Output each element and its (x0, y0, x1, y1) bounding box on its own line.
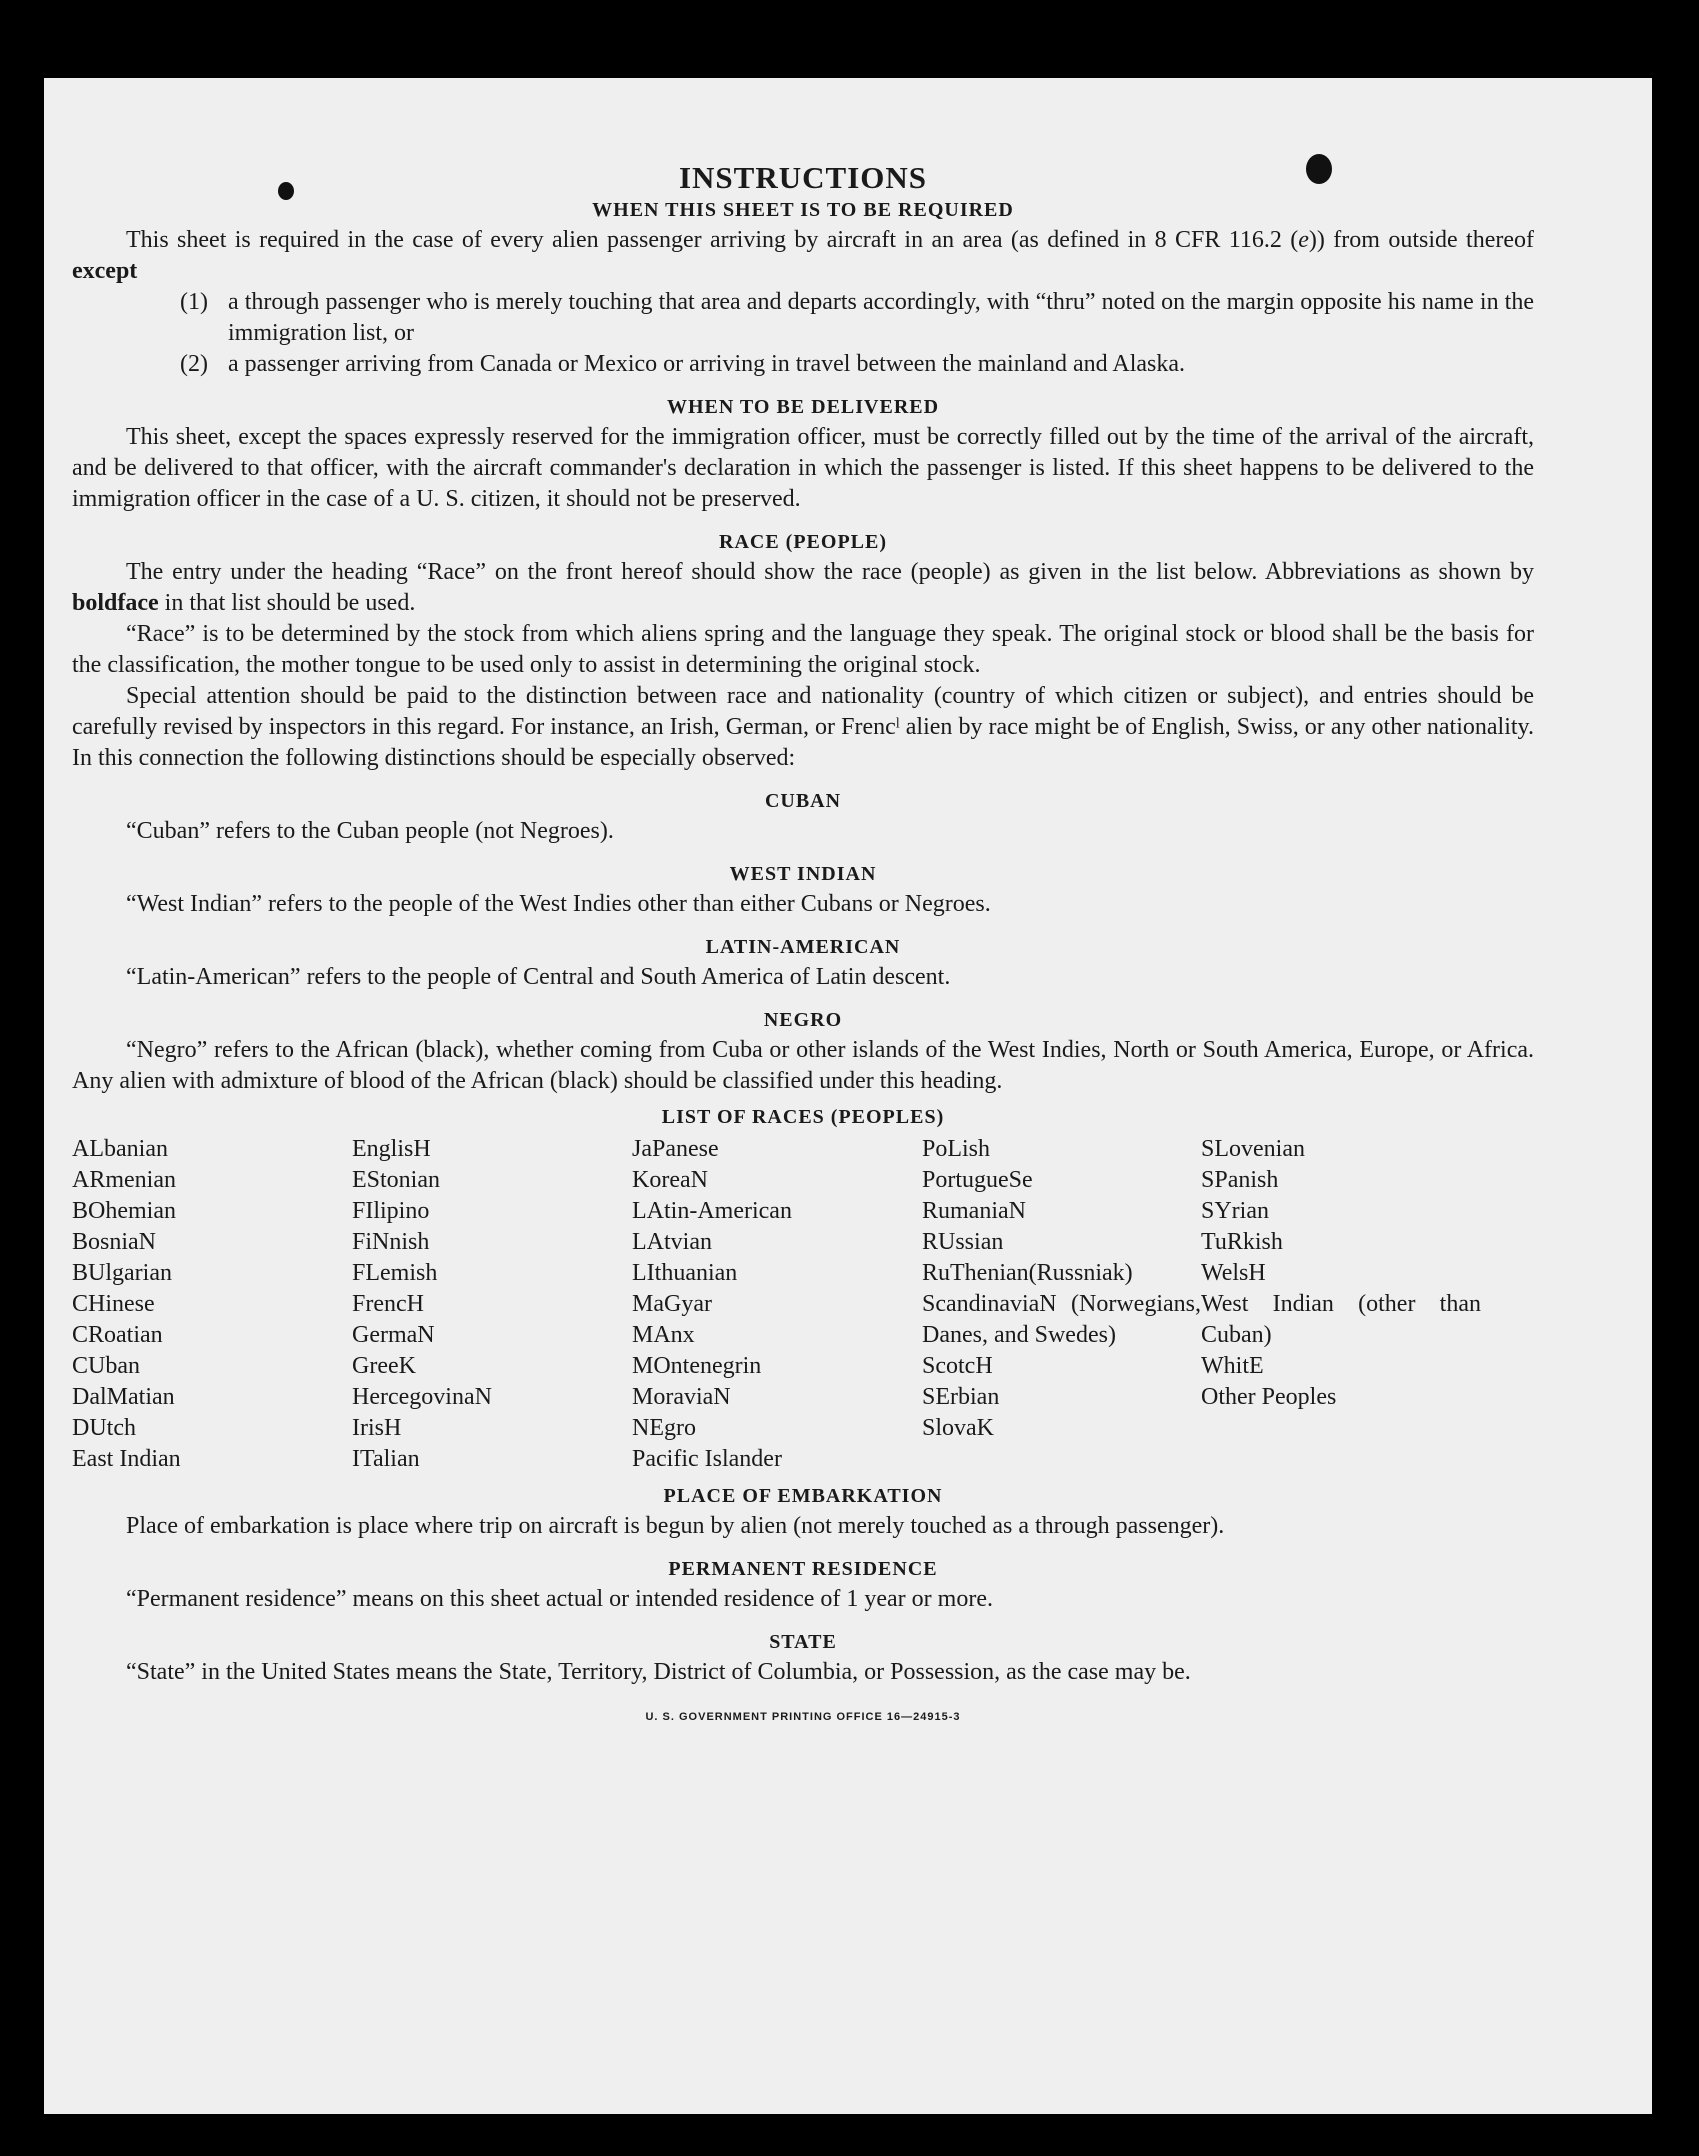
race-entry: CRoatian (72, 1322, 163, 1348)
heading-list-of-races: LIST OF RACES (PEOPLES) (661, 1106, 945, 1128)
heading-negro: NEGRO (763, 1009, 843, 1031)
race-entry: SPanish (1201, 1167, 1279, 1193)
race-entry: LAtvian (632, 1229, 712, 1255)
race-entry: GermaN (352, 1322, 435, 1348)
heading-embarkation: PLACE OF EMBARKATION (663, 1485, 943, 1507)
race-entry: FiNnish (352, 1229, 430, 1255)
race-entry: WhitE (1201, 1353, 1264, 1379)
heading-race: RACE (PEOPLE) (719, 531, 887, 553)
race-entry: ARmenian (72, 1167, 176, 1193)
race-entry: CHinese (72, 1291, 155, 1317)
printer-imprint: U. S. GOVERNMENT PRINTING OFFICE 16—24915-3 (645, 1711, 961, 1723)
races-column-5 (1201, 1134, 1481, 1475)
exception-item-2: (2) a passenger arriving from Canada or Mexico or arriving in travel between the mainland and Alaska. (180, 351, 1185, 377)
heading-west-indian: WEST INDIAN (729, 863, 877, 885)
race-entry: WelsH (1201, 1260, 1266, 1286)
race-entry: GreeK (352, 1353, 416, 1379)
race-entry: SlovaK (922, 1415, 994, 1441)
races-column-2 (352, 1134, 632, 1475)
race-entry: SErbian (922, 1384, 1000, 1410)
race-entry: FLemish (352, 1260, 438, 1286)
document-sheet (44, 78, 1652, 2114)
race-entry: HercegovinaN (352, 1384, 492, 1410)
race-entry: PoLish (922, 1136, 991, 1162)
races-column-3 (632, 1134, 922, 1475)
race-entry: DUtch (72, 1415, 136, 1441)
exception-item-1: (1) a through passenger who is merely touching that area and departs accordingly, with “thru” noted on the margin opposite his name in the immigration list, or (180, 289, 1534, 346)
race-entry: CUban (72, 1353, 140, 1379)
race-entry: ALbanian (72, 1136, 168, 1162)
race-entry: LIthuanian (632, 1260, 738, 1286)
heading-when-delivered: WHEN TO BE DELIVERED (666, 396, 940, 418)
paragraph-west-indian: “West Indian” refers to the people of the West Indies other than either Cubans or Negroes. (126, 891, 991, 917)
heading-permanent-residence: PERMANENT RESIDENCE (668, 1558, 938, 1580)
race-entry: ScandinaviaN (Norwegians, Danes, and Swedes) (922, 1291, 1201, 1348)
race-entry: Pacific Islander (632, 1446, 782, 1472)
race-entry: JaPanese (632, 1136, 719, 1162)
paragraph-race-3: Special attention should be paid to the distinction between race and nationality (country of which citizen or subject), and entries should be carefully revised by inspectors in this regard. For instance, an Irish, German, or Frencˡ alien by race might be of English, Swiss, or any other nationality. In this connection the following distinctions should be especially observed: (72, 683, 1534, 771)
race-entry: BUlgarian (72, 1260, 172, 1286)
paragraph-required: This sheet is required in the case of every alien passenger arriving by aircraft in an area (as defined in 8 CFR 116.2 (e)) from outside thereof except (72, 227, 1535, 284)
race-entry: SYrian (1201, 1198, 1269, 1224)
race-entry: East Indian (72, 1446, 181, 1472)
race-entry: MaGyar (632, 1291, 712, 1317)
race-entry: Other Peoples (1201, 1384, 1337, 1410)
race-entry: RuThenian(Russniak) (922, 1260, 1133, 1286)
instructions-content (72, 160, 1534, 1733)
race-entry: FrencH (352, 1291, 424, 1317)
paragraph-state: “State” in the United States means the State, Territory, District of Columbia, or Possession, as the case may be. (126, 1659, 1191, 1685)
race-entry: ITalian (352, 1446, 420, 1472)
race-entry: MoraviaN (632, 1384, 731, 1410)
race-entry: West Indian (other than Cuban) (1201, 1291, 1481, 1348)
paragraph-permanent-residence: “Permanent residence” means on this sheet actual or intended residence of 1 year or more. (126, 1586, 993, 1612)
race-entry: EStonian (352, 1167, 440, 1193)
paragraph-race-2: “Race” is to be determined by the stock from which aliens spring and the language they speak. The original stock or blood shall be the basis for the classification, the mother tongue to be used only to assist in determining the original stock. (72, 621, 1534, 678)
race-entry: PortugueSe (922, 1167, 1033, 1193)
race-entry: MAnx (632, 1322, 695, 1348)
race-entry: MOntenegrin (632, 1353, 762, 1379)
race-entry: TuRkish (1201, 1229, 1283, 1255)
race-entry: NEgro (632, 1415, 696, 1441)
race-entry: BOhemian (72, 1198, 176, 1224)
race-entry: RUssian (922, 1229, 1004, 1255)
race-entry: FIlipino (352, 1198, 430, 1224)
heading-latin-american: LATIN-AMERICAN (705, 936, 901, 958)
page-title: INSTRUCTIONS (678, 160, 927, 195)
race-entry: BosniaN (72, 1229, 156, 1255)
race-entry: DalMatian (72, 1384, 175, 1410)
race-entry: SLovenian (1201, 1136, 1305, 1162)
paragraph-race-1: The entry under the heading “Race” on the front hereof should show the race (people) as given in the list below. Abbreviations as shown by boldface in that list should be used. (72, 559, 1534, 616)
heading-when-required: WHEN THIS SHEET IS TO BE REQUIRED (592, 199, 1014, 221)
paragraph-latin-american: “Latin-American” refers to the people of Central and South America of Latin descent. (126, 964, 951, 990)
races-table (72, 1134, 1534, 1475)
paragraph-delivered: This sheet, except the spaces expressly reserved for the immigration officer, must be correctly filled out by the time of the arrival of the aircraft, and be delivered to that officer, with the aircraft commander's declaration in which the passenger is listed. If this sheet happens to be delivered to the immigration officer in the case of a U. S. citizen, it should not be preserved. (72, 424, 1534, 512)
race-entry: ScotcH (922, 1353, 993, 1379)
paragraph-negro: “Negro” refers to the African (black), whether coming from Cuba or other islands of the West Indies, North or South America, Europe, or Africa. Any alien with admixture of blood of the African (black) should be classified under this heading. (72, 1037, 1534, 1094)
race-entry: KoreaN (632, 1167, 708, 1193)
race-entry: IrisH (352, 1415, 402, 1441)
race-entry: RumaniaN (922, 1198, 1026, 1224)
paragraph-embarkation: Place of embarkation is place where trip on aircraft is begun by alien (not merely touched as a through passenger). (126, 1513, 1225, 1539)
race-entry: EnglisH (352, 1136, 431, 1162)
heading-state: STATE (769, 1631, 837, 1653)
races-column-1 (72, 1134, 352, 1475)
races-column-4 (922, 1134, 1201, 1475)
heading-cuban: CUBAN (764, 790, 842, 812)
paragraph-cuban: “Cuban” refers to the Cuban people (not Negroes). (126, 818, 614, 844)
race-entry: LAtin-American (632, 1198, 792, 1224)
